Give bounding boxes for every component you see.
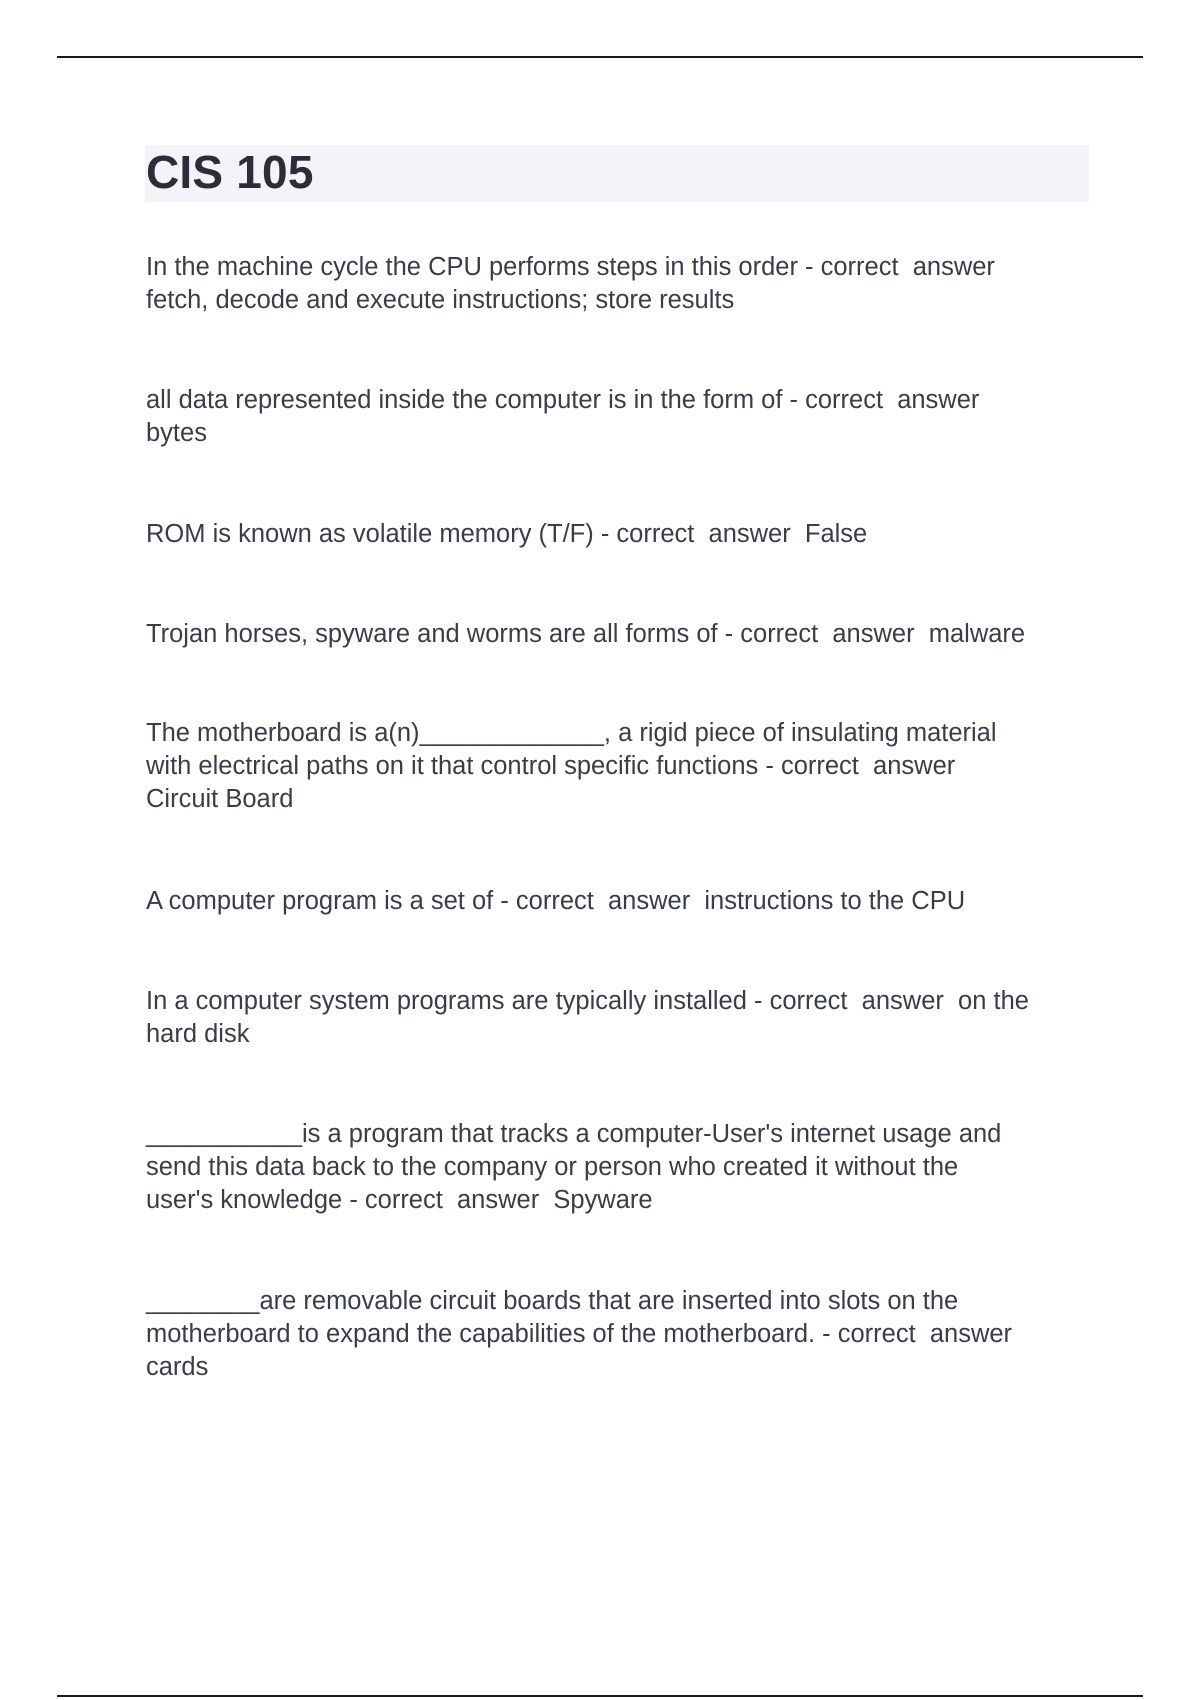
qa-item: Trojan horses, spyware and worms are all forms of - correct answer malware [146, 620, 1026, 648]
qa-item: In a computer system programs are typically installed - correct answer on the hard disk [146, 987, 1029, 1048]
qa-item: ROM is known as volatile memory (T/F) - correct answer False [146, 520, 868, 548]
top-divider [57, 56, 1143, 58]
qa-item: all data represented inside the computer is in the form of - correct answer bytes [146, 386, 980, 447]
page-title: CIS 105 [146, 146, 314, 198]
qa-item: A computer program is a set of - correct answer instructions to the CPU [146, 887, 966, 915]
qa-item: ___________is a program that tracks a computer-User's internet usage and send this data back to the company or person who created it without the user's knowledge - correct answer Spyware [146, 1120, 1002, 1214]
qa-item: In the machine cycle the CPU performs steps in this order - correct answer fetch, decode and execute instructions; store results [146, 253, 995, 314]
bottom-divider [57, 1695, 1143, 1697]
qa-item: ________are removable circuit boards that are inserted into slots on the motherboard to expand the capabilities of the motherboard. - correct answer cards [146, 1287, 1013, 1381]
qa-item: The motherboard is a(n)_____________, a rigid piece of insulating material with electrical paths on it that control specific functions - correct answer Circuit Board [146, 719, 997, 813]
